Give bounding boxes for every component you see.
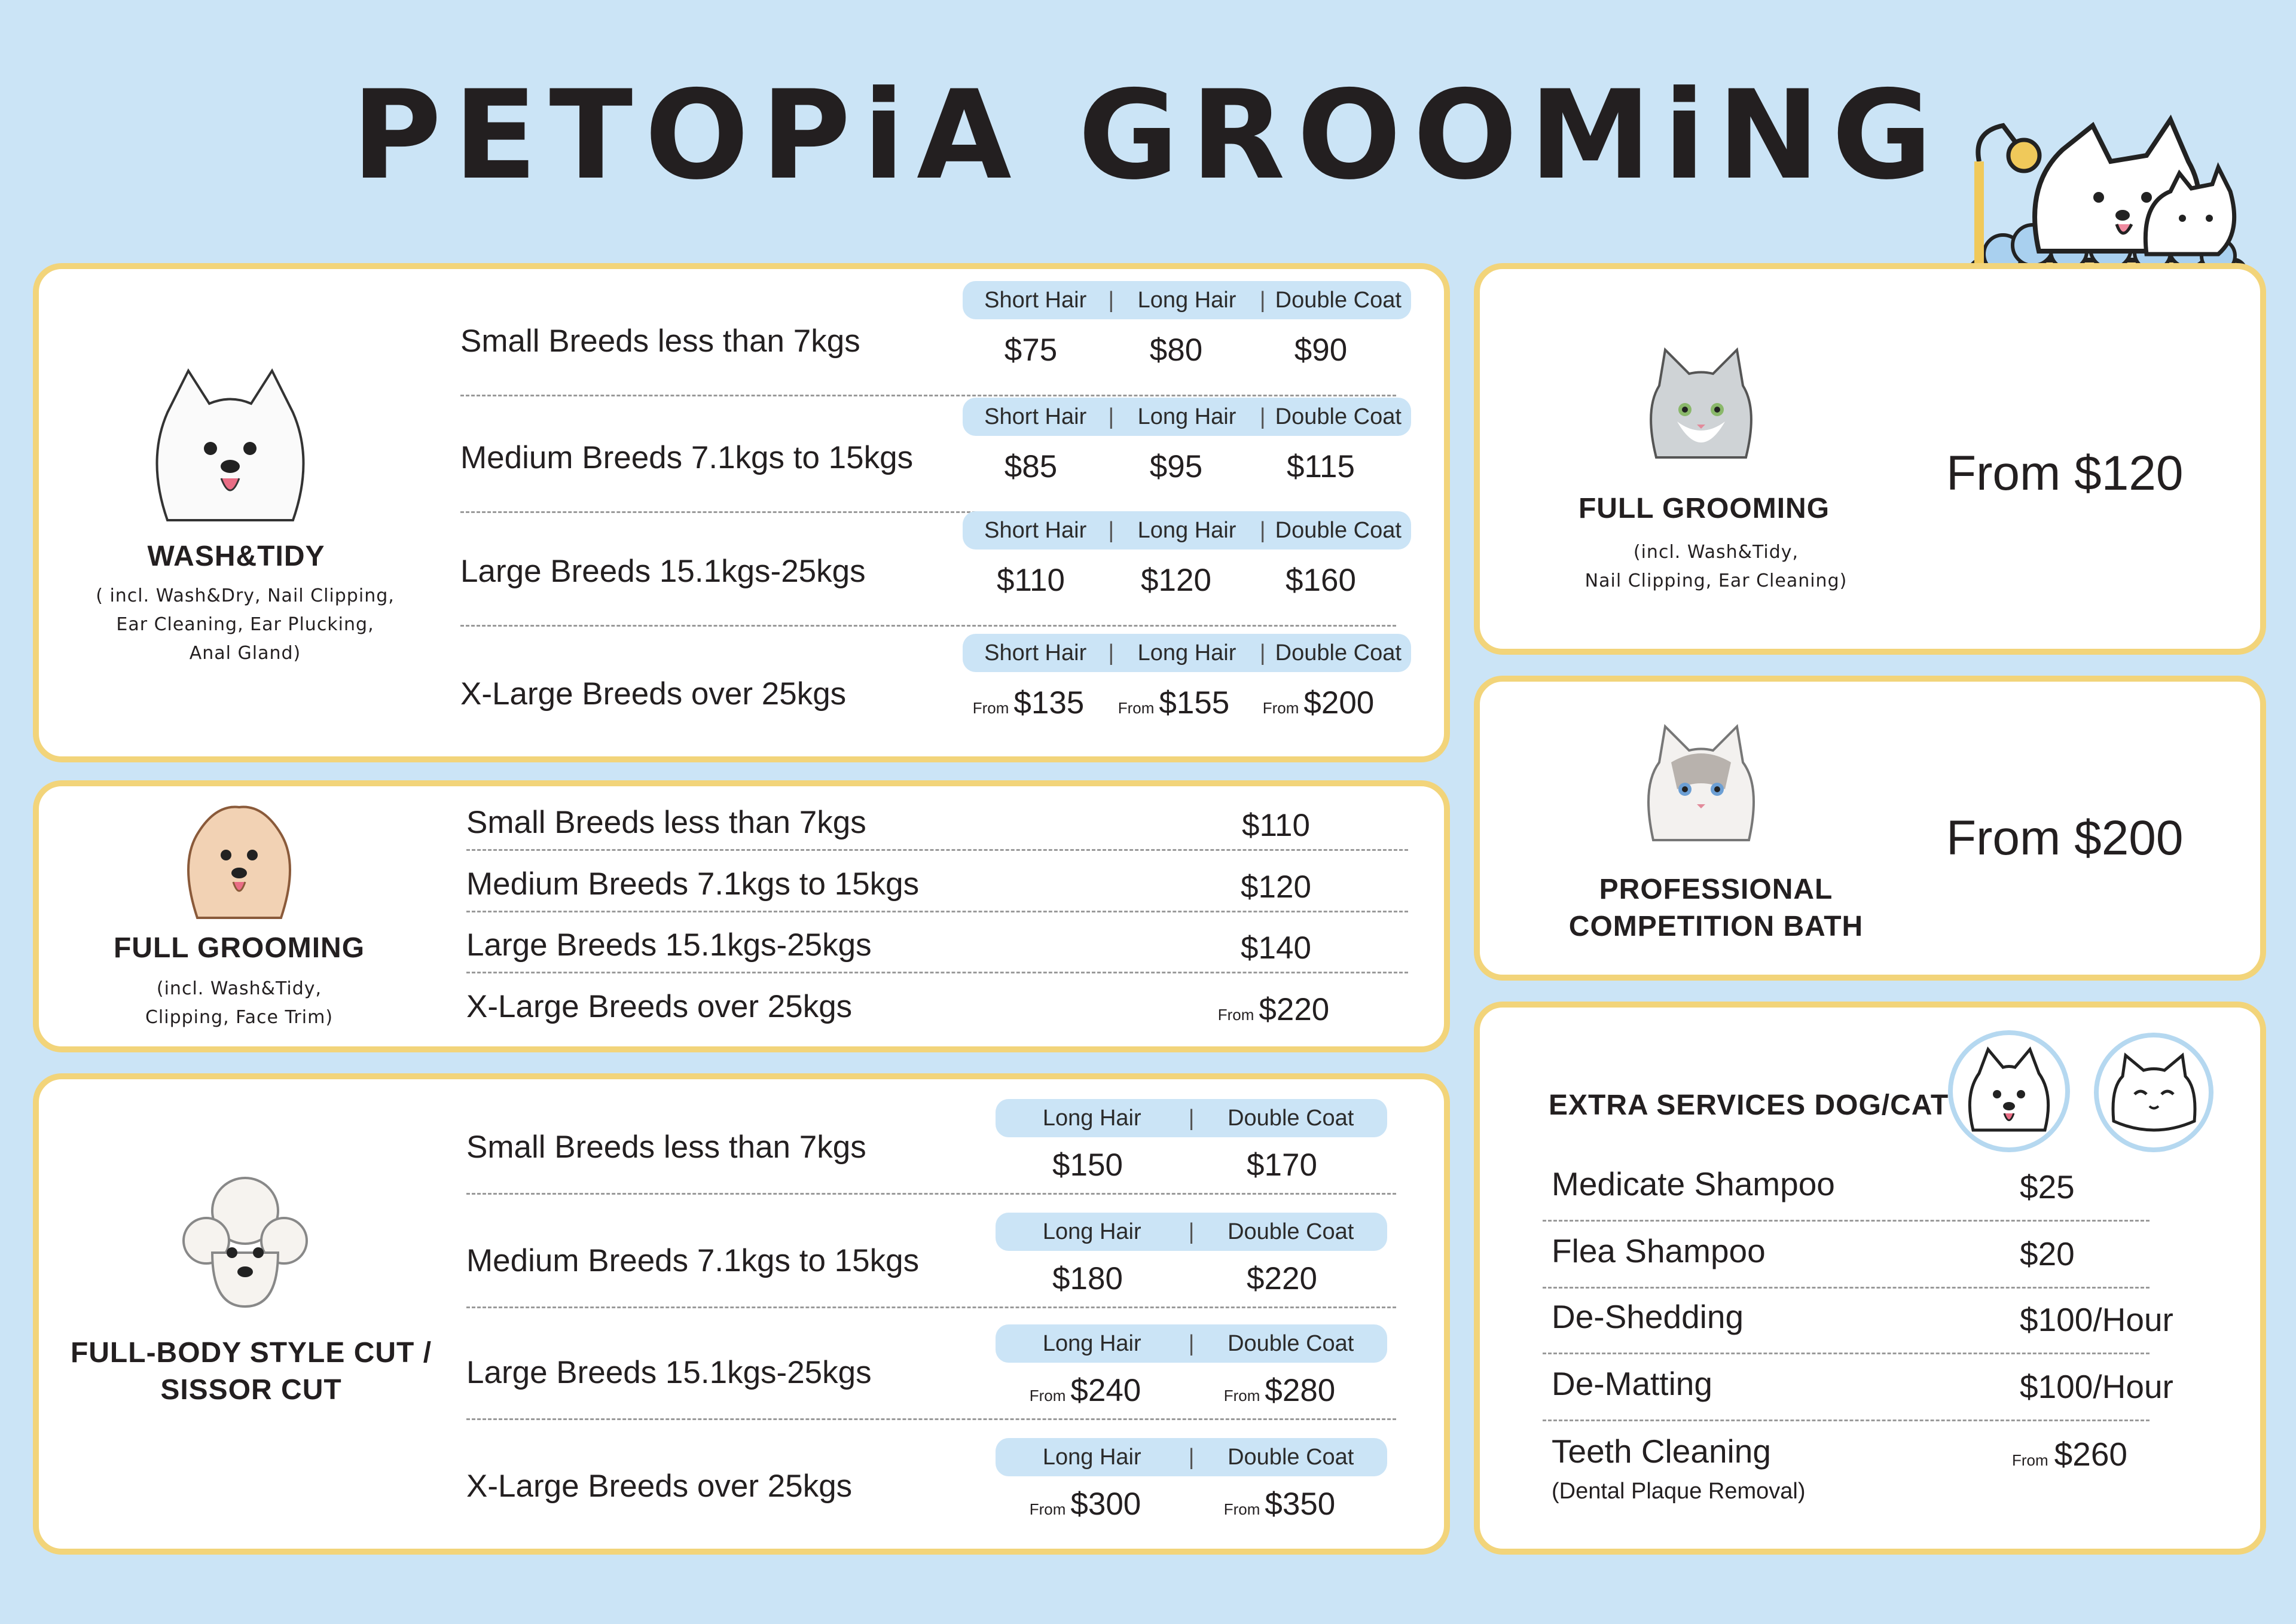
full-grooming-dog-note: [36, 975, 442, 1032]
column-header: Short Hair: [984, 404, 1087, 429]
row-divider: [466, 1306, 1396, 1308]
extra-service-price: [2012, 1435, 2127, 1473]
price-value: $120: [1141, 563, 1211, 598]
price-cell: [1099, 685, 1248, 721]
column-header-pill: [996, 1213, 1387, 1251]
row-label: Medium Breeds 7.1kgs to 15kgs: [466, 1243, 920, 1278]
price-value: $110: [997, 563, 1065, 598]
price-value: $75: [1004, 332, 1058, 368]
cocker-spaniel-illustration: [179, 798, 299, 930]
price-value: $220: [1247, 1261, 1317, 1296]
price-value: $110: [1242, 808, 1310, 843]
extra-service-label: Teeth Cleaning: [1552, 1433, 1771, 1470]
cat-full-grooming-price: From $120: [1946, 446, 2184, 500]
from-label: From: [1217, 1006, 1254, 1024]
title-line: SISSOR CUT: [160, 1374, 342, 1406]
row-divider: [460, 625, 1396, 627]
from-label: From: [1118, 699, 1155, 717]
note-line: Anal Gland): [189, 643, 301, 664]
price-value: $100/Hour: [2020, 1301, 2173, 1338]
column-header: Double Coat: [1275, 404, 1402, 429]
column-header-pill: [963, 634, 1411, 672]
price-cell: [1190, 1372, 1369, 1409]
price-value: $150: [1052, 1147, 1123, 1183]
note-line: ( incl. Wash&Dry, Nail Clipping,: [96, 585, 395, 606]
extra-service-label: Flea Shampoo: [1552, 1232, 1766, 1269]
extra-service-label: Medicate Shampoo: [1552, 1165, 1835, 1202]
price-value: $220: [1259, 992, 1330, 1027]
price-value: $200: [1303, 685, 1375, 721]
header-divider: |: [1108, 287, 1115, 313]
price-value: $90: [1294, 332, 1348, 368]
extra-service-price: [2014, 1235, 2075, 1273]
price-value: $95: [1149, 449, 1203, 484]
price-value: $20: [2020, 1235, 2075, 1272]
wash-tidy-title: WASH&TIDY: [147, 541, 325, 572]
price-value: $115: [1287, 449, 1355, 484]
dog-face-icon: [1946, 1028, 2072, 1154]
row-label: Large Breeds 15.1kgs-25kgs: [466, 1355, 872, 1390]
column-header: Short Hair: [984, 640, 1087, 666]
header-divider: |: [1108, 517, 1115, 543]
header-divider: |: [1259, 404, 1266, 429]
title-line: COMPETITION BATH: [1568, 911, 1864, 942]
poodle-illustration: [179, 1169, 311, 1312]
column-header: Long Hair: [1137, 640, 1236, 666]
column-header: Double Coat: [1275, 640, 1402, 666]
column-header: Double Coat: [1228, 1219, 1354, 1244]
row-divider: [466, 911, 1408, 912]
column-header-pill: [996, 1438, 1387, 1476]
from-label: From: [1223, 1500, 1260, 1518]
samoyed-dog-illustration: [144, 359, 317, 526]
price-value: $240: [1070, 1373, 1141, 1408]
column-header: Long Hair: [1042, 1219, 1141, 1244]
price-cell: [1244, 562, 1393, 599]
price-value: $120: [1241, 869, 1311, 905]
extra-service-price: [2014, 1301, 2173, 1339]
row-divider: [466, 1193, 1396, 1195]
header-divider: |: [1259, 517, 1266, 543]
column-header: Short Hair: [984, 517, 1087, 543]
cat-full-grooming-title: FULL GROOMING: [1578, 493, 1830, 524]
column-header: Long Hair: [1137, 517, 1236, 543]
row-divider: [1543, 1287, 2150, 1289]
tabby-cat-illustration: [1644, 344, 1758, 463]
column-header: Long Hair: [1042, 1105, 1141, 1131]
column-header: Long Hair: [1137, 287, 1236, 313]
price-cell: [1244, 685, 1393, 721]
column-header: Double Coat: [1275, 287, 1402, 313]
row-label: Medium Breeds 7.1kgs to 15kgs: [460, 440, 914, 475]
row-divider: [460, 395, 1396, 396]
price-cell: [954, 562, 1103, 599]
price-cell: [1099, 332, 1248, 368]
price-cell: [1244, 332, 1393, 368]
price-value: $180: [1052, 1261, 1123, 1296]
from-label: From: [1029, 1500, 1066, 1518]
price-cell: [1099, 562, 1248, 599]
row-label: Small Breeds less than 7kgs: [466, 1130, 866, 1165]
header-divider: |: [1188, 1330, 1195, 1356]
from-label: From: [2012, 1451, 2048, 1469]
price-value: $350: [1265, 1486, 1336, 1522]
column-header: Double Coat: [1228, 1105, 1354, 1131]
price-value: $160: [1286, 563, 1356, 598]
row-label: Medium Breeds 7.1kgs to 15kgs: [466, 866, 920, 902]
column-header: Long Hair: [1042, 1444, 1141, 1470]
column-header: Double Coat: [1275, 517, 1402, 543]
extra-service-label: De-Shedding: [1552, 1298, 1744, 1335]
header-divider: |: [1259, 640, 1266, 666]
price-cell: [1172, 991, 1375, 1028]
price-cell: [1244, 448, 1393, 485]
header-divider: |: [1188, 1105, 1195, 1131]
price-cell: [996, 1486, 1175, 1522]
price-value: $85: [1004, 449, 1058, 484]
header-divider: |: [1259, 287, 1266, 313]
price-value: $260: [2054, 1436, 2128, 1473]
column-header: Long Hair: [1042, 1330, 1141, 1356]
header-divider: |: [1188, 1444, 1195, 1470]
row-label: Large Breeds 15.1kgs-25kgs: [466, 927, 872, 963]
extra-service-sublabel: (Dental Plaque Removal): [1552, 1479, 1806, 1504]
price-value: $155: [1159, 685, 1230, 721]
row-label: Small Breeds less than 7kgs: [466, 805, 866, 840]
from-label: From: [1223, 1387, 1260, 1405]
price-cell: [1190, 1486, 1369, 1522]
from-label: From: [1262, 699, 1299, 717]
price-cell: [1172, 930, 1375, 966]
cat-full-grooming-note: [1507, 538, 1925, 596]
price-value: $170: [1247, 1147, 1317, 1183]
column-header: Double Coat: [1228, 1330, 1354, 1356]
wash-tidy-note: [36, 582, 454, 668]
extra-service-price: [2014, 1168, 2075, 1206]
column-header-pill: [963, 398, 1411, 436]
column-header-pill: [963, 281, 1411, 319]
from-label: From: [972, 699, 1009, 717]
note-line: (incl. Wash&Tidy,: [156, 978, 322, 999]
note-line: Ear Cleaning, Ear Plucking,: [116, 614, 374, 635]
price-value: $25: [2020, 1168, 2075, 1205]
header-divider: |: [1188, 1219, 1195, 1244]
row-label: X-Large Breeds over 25kgs: [466, 989, 853, 1024]
price-cell: [1172, 807, 1375, 844]
price-cell: [996, 1372, 1175, 1409]
row-divider: [466, 849, 1408, 851]
from-label: From: [1029, 1387, 1066, 1405]
price-cell: [1172, 869, 1375, 905]
price-cell: [1190, 1147, 1369, 1183]
price-value: $300: [1070, 1486, 1141, 1522]
row-divider: [1543, 1220, 2150, 1222]
ragdoll-cat-illustration: [1644, 721, 1758, 846]
cat-face-icon: [2093, 1031, 2215, 1154]
column-header: Short Hair: [984, 287, 1087, 313]
column-header-pill: [963, 511, 1411, 550]
header-divider: |: [1108, 404, 1115, 429]
price-value: $280: [1265, 1373, 1336, 1408]
full-grooming-dog-title: FULL GROOMING: [113, 932, 365, 964]
style-cut-title: [36, 1335, 466, 1409]
row-divider: [466, 972, 1408, 973]
price-cell: [954, 685, 1103, 721]
note-line: Nail Clipping, Ear Cleaning): [1584, 570, 1848, 591]
price-cell: [996, 1147, 1175, 1183]
row-label: X-Large Breeds over 25kgs: [460, 676, 847, 712]
price-cell: [954, 448, 1103, 485]
title-line: PROFESSIONAL: [1599, 874, 1833, 905]
column-header-pill: [996, 1324, 1387, 1363]
note-line: Clipping, Face Trim): [145, 1007, 334, 1028]
column-header-pill: [996, 1099, 1387, 1137]
price-value: $100/Hour: [2020, 1368, 2173, 1405]
competition-bath-title: [1507, 871, 1925, 945]
row-divider: [1543, 1353, 2150, 1354]
title-line: FULL-BODY STYLE CUT /: [70, 1337, 432, 1369]
competition-bath-price: From $200: [1946, 811, 2184, 865]
row-label: Large Breeds 15.1kgs-25kgs: [460, 554, 866, 589]
note-line: (incl. Wash&Tidy,: [1633, 542, 1799, 563]
page-title: PETOPiA GROOMiNG: [352, 65, 1944, 207]
column-header: Long Hair: [1137, 404, 1236, 429]
extra-services-title: EXTRA SERVICES DOG/CAT: [1549, 1089, 1949, 1121]
price-value: $80: [1149, 332, 1203, 368]
price-cell: [1099, 448, 1248, 485]
extra-service-price: [2014, 1367, 2173, 1406]
price-cell: [996, 1260, 1175, 1297]
column-header: Double Coat: [1228, 1444, 1354, 1470]
price-value: $135: [1013, 685, 1085, 721]
price-value: $140: [1241, 930, 1311, 966]
price-cell: [1190, 1260, 1369, 1297]
header-divider: |: [1108, 640, 1115, 666]
row-divider: [1543, 1420, 2150, 1421]
price-cell: [954, 332, 1103, 368]
row-label: X-Large Breeds over 25kgs: [466, 1469, 853, 1504]
row-label: Small Breeds less than 7kgs: [460, 323, 860, 359]
row-divider: [466, 1418, 1396, 1420]
extra-service-label: De-Matting: [1552, 1365, 1712, 1402]
